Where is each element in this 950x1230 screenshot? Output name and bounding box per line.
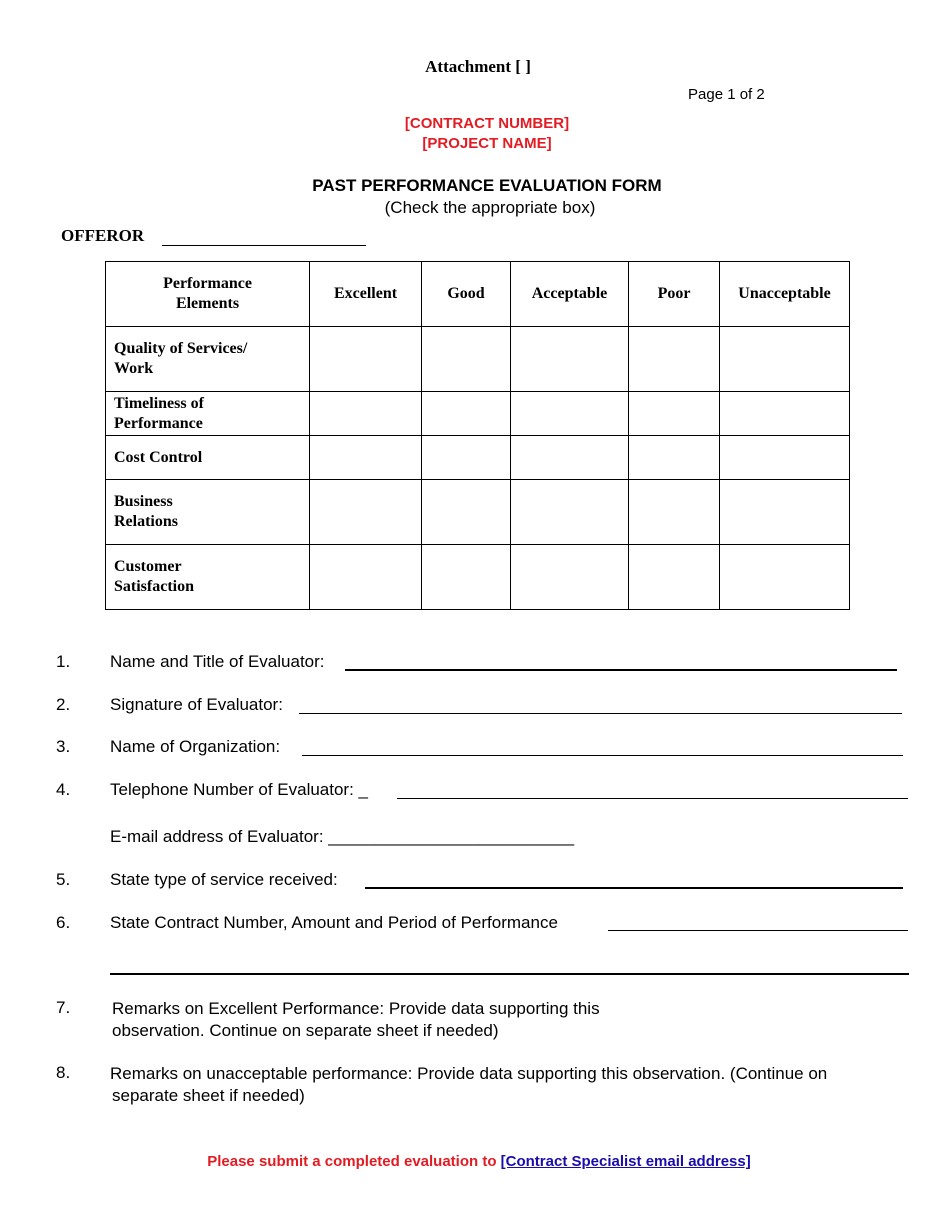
- column-header-unacceptable: Unacceptable: [720, 262, 850, 327]
- checkbox-cell-good[interactable]: [422, 480, 511, 545]
- checkbox-cell-unacceptable[interactable]: [720, 436, 850, 480]
- question-label-signature: Signature of Evaluator:: [110, 695, 283, 714]
- checkbox-cell-poor[interactable]: [629, 480, 720, 545]
- evaluation-table: [105, 261, 850, 610]
- checkbox-cell-acceptable[interactable]: [511, 545, 629, 610]
- remarks-excellent-line-2: observation. Continue on separate sheet if needed): [112, 1021, 499, 1040]
- checkbox-cell-good[interactable]: [422, 392, 511, 436]
- checkbox-cell-excellent[interactable]: [310, 480, 422, 545]
- telephone-input-line[interactable]: [397, 798, 908, 799]
- question-number: 8.: [56, 1063, 71, 1082]
- checkbox-cell-unacceptable[interactable]: [720, 545, 850, 610]
- row-label-timeliness: Timeliness of Performance: [106, 392, 310, 436]
- form-title: PAST PERFORMANCE EVALUATION FORM: [312, 176, 662, 195]
- column-header-poor: Poor: [629, 262, 720, 327]
- offeror-label: OFFEROR: [61, 226, 145, 245]
- submit-instruction-text: Please submit a completed evaluation to: [207, 1153, 497, 1170]
- table-header-row: [106, 262, 850, 327]
- remarks-unacceptable-line-1: Remarks on unacceptable performance: Provide data supporting this observation. (Continue on: [110, 1064, 828, 1083]
- checkbox-cell-good[interactable]: [422, 327, 511, 392]
- contract-number-placeholder: [CONTRACT NUMBER]: [404, 115, 570, 132]
- form-subtitle: (Check the appropriate box): [384, 198, 596, 217]
- question-label-evaluator-name: Name and Title of Evaluator:: [110, 652, 325, 671]
- checkbox-cell-good[interactable]: [422, 436, 511, 480]
- checkbox-cell-acceptable[interactable]: [511, 480, 629, 545]
- remarks-excellent-line-1: Remarks on Excellent Performance: Provide data supporting this: [112, 999, 600, 1018]
- checkbox-cell-acceptable[interactable]: [511, 436, 629, 480]
- remarks-unacceptable-line-2: separate sheet if needed): [112, 1086, 305, 1105]
- checkbox-cell-unacceptable[interactable]: [720, 392, 850, 436]
- checkbox-cell-excellent[interactable]: [310, 392, 422, 436]
- signature-input-line[interactable]: [299, 713, 902, 714]
- submit-instruction: [0, 1153, 950, 1170]
- organization-input-line[interactable]: [302, 755, 903, 756]
- question-number: 7.: [56, 998, 71, 1017]
- checkbox-cell-poor[interactable]: [629, 436, 720, 480]
- question-label-excellent-remarks: [112, 998, 912, 1042]
- row-label-customer-satisfaction: Customer Satisfaction: [106, 545, 310, 610]
- question-label-service-type: State type of service received:: [110, 870, 338, 889]
- question-label-unacceptable-remarks: [110, 1063, 940, 1107]
- attachment-label: Attachment [ ]: [425, 57, 531, 76]
- row-label-quality-of-services: Quality of Services/ Work: [106, 327, 310, 392]
- evaluator-name-input-line[interactable]: [345, 669, 897, 671]
- checkbox-cell-poor[interactable]: [629, 327, 720, 392]
- table-row: [106, 436, 850, 480]
- checkbox-cell-poor[interactable]: [629, 545, 720, 610]
- question-number: 2.: [56, 695, 71, 714]
- question-number: 4.: [56, 780, 71, 799]
- page-indicator: Page 1 of 2: [688, 86, 765, 103]
- column-header-good: Good: [422, 262, 511, 327]
- table-row: [106, 545, 850, 610]
- checkbox-cell-excellent[interactable]: [310, 327, 422, 392]
- row-label-business-relations: Business Relations: [106, 480, 310, 545]
- table-row: [106, 392, 850, 436]
- project-name-placeholder: [PROJECT NAME]: [422, 135, 552, 152]
- row-label-cost-control: Cost Control: [106, 436, 310, 480]
- contract-details-input-line[interactable]: [608, 930, 908, 931]
- question-number: 1.: [56, 652, 71, 671]
- table-row: [106, 480, 850, 545]
- service-type-input-line[interactable]: [365, 887, 903, 889]
- column-header-excellent: Excellent: [310, 262, 422, 327]
- question-label-contract-details: State Contract Number, Amount and Period of Performance: [110, 913, 558, 932]
- checkbox-cell-unacceptable[interactable]: [720, 480, 850, 545]
- question-label-email[interactable]: E-mail address of Evaluator: __________________________: [110, 827, 575, 846]
- checkbox-cell-poor[interactable]: [629, 392, 720, 436]
- contract-details-continuation-line[interactable]: [110, 973, 909, 975]
- question-number: 6.: [56, 913, 71, 932]
- checkbox-cell-acceptable[interactable]: [511, 327, 629, 392]
- offeror-input-line[interactable]: [162, 245, 366, 246]
- checkbox-cell-excellent[interactable]: [310, 436, 422, 480]
- question-label-organization: Name of Organization:: [110, 737, 281, 756]
- checkbox-cell-good[interactable]: [422, 545, 511, 610]
- column-header-performance-elements: Performance Elements: [106, 262, 310, 327]
- question-number: 3.: [56, 737, 71, 756]
- question-number: 5.: [56, 870, 71, 889]
- table-row: [106, 327, 850, 392]
- checkbox-cell-unacceptable[interactable]: [720, 327, 850, 392]
- checkbox-cell-excellent[interactable]: [310, 545, 422, 610]
- checkbox-cell-acceptable[interactable]: [511, 392, 629, 436]
- contract-specialist-email-link[interactable]: [Contract Specialist email address]: [500, 1153, 751, 1170]
- question-label-telephone: Telephone Number of Evaluator: _: [110, 780, 368, 799]
- column-header-acceptable: Acceptable: [511, 262, 629, 327]
